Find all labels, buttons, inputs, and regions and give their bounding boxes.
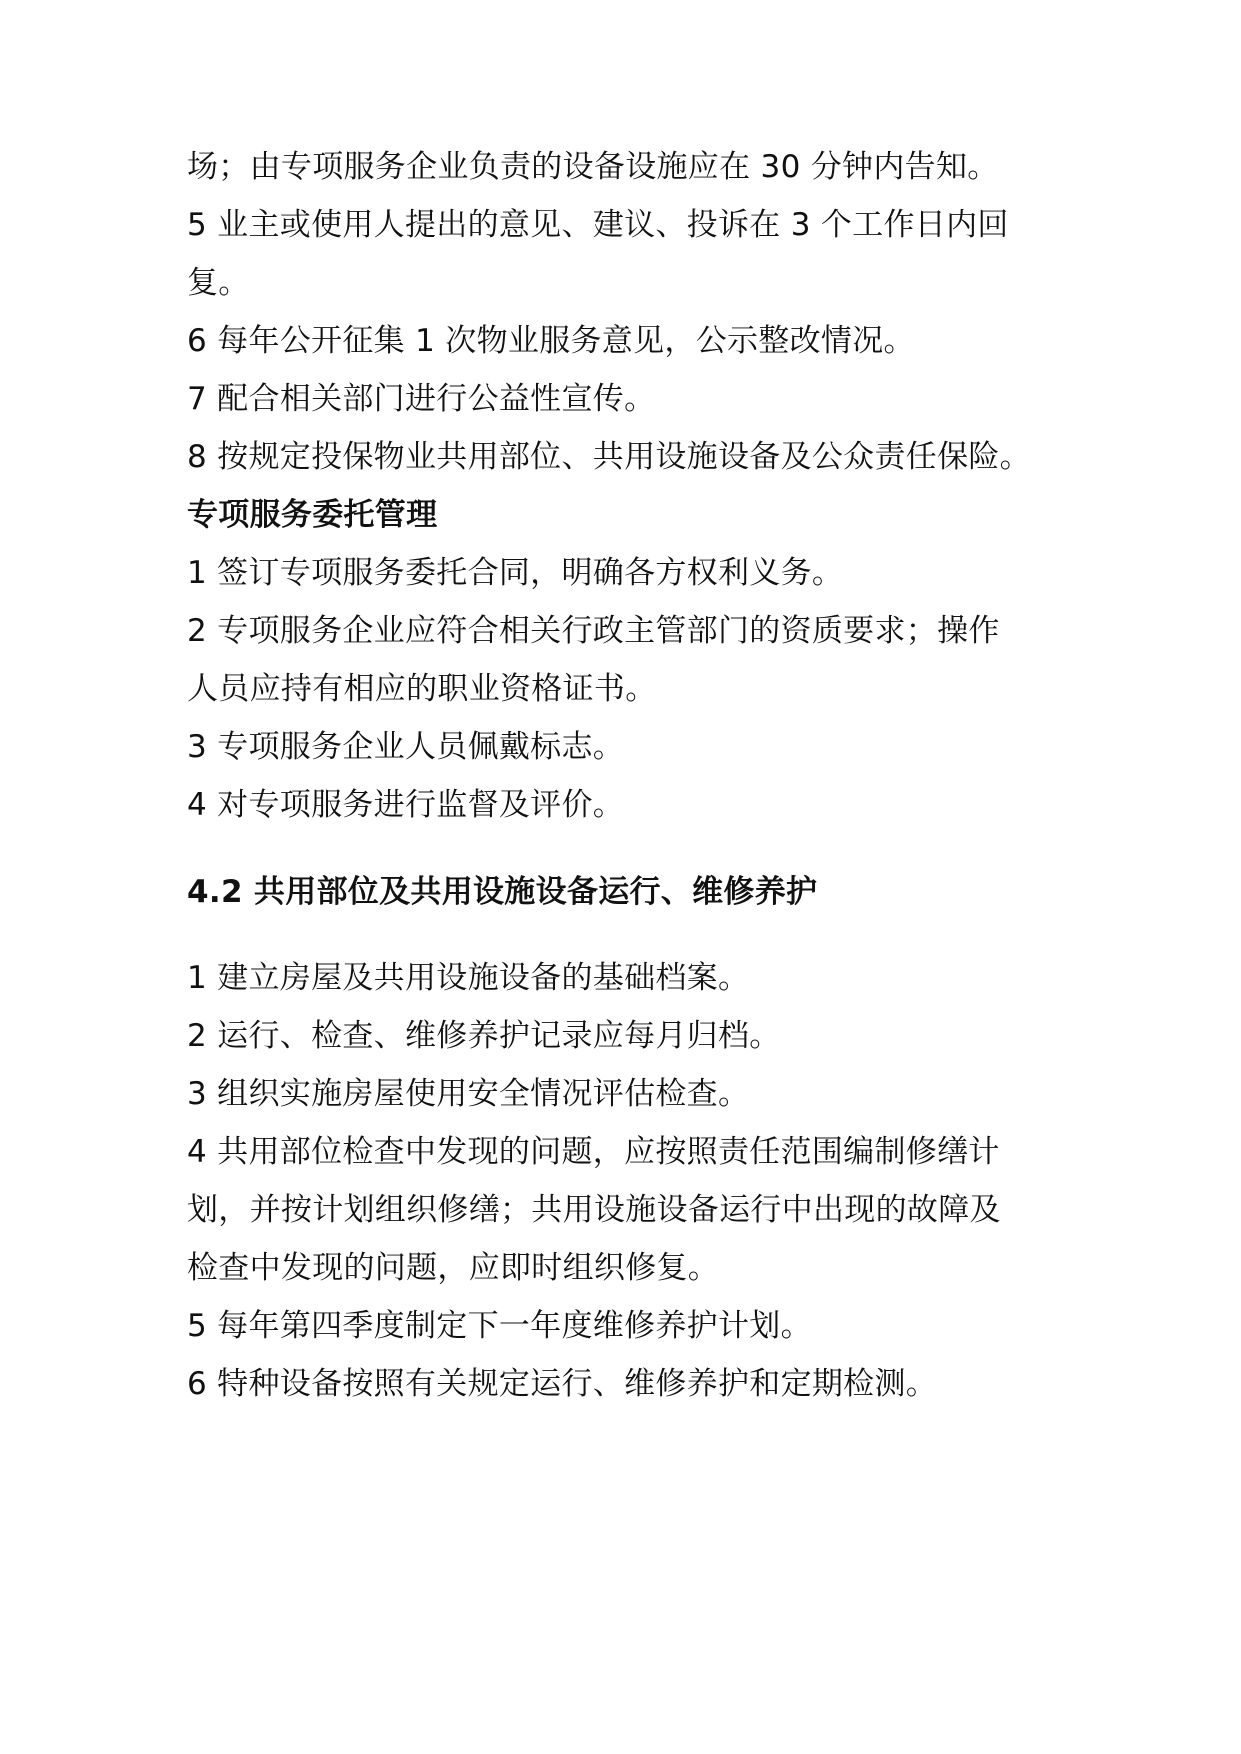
text-line: 划，并按计划组织修缮；共用设施设备运行中出现的故障及 [187,1192,1001,1228]
list-item: 5 业主或使用人提出的意见、建议、投诉在 3 个工作日内回 [187,207,1009,243]
text-line: 检查中发现的问题，应即时组织修复。 [187,1250,720,1286]
list-item: 1 签订专项服务委托合同，明确各方权利义务。 [187,555,844,591]
list-item: 4 共用部位检查中发现的问题，应按照责任范围编制修缮计 [187,1134,1000,1170]
list-item: 6 每年公开征集 1 次物业服务意见，公示整改情况。 [187,323,915,359]
text-line: 复。 [187,265,250,301]
list-item: 8 按规定投保物业共用部位、共用设施设备及公众责任保险。 [187,439,1031,475]
list-item: 7 配合相关部门进行公益性宣传。 [187,381,656,417]
list-item: 3 组织实施房屋使用安全情况评估检查。 [187,1076,750,1112]
list-item: 3 专项服务企业人员佩戴标志。 [187,729,625,765]
section-heading: 专项服务委托管理 [187,497,438,533]
list-item: 2 运行、检查、维修养护记录应每月归档。 [187,1018,781,1054]
text-line: 人员应持有相应的职业资格证书。 [187,671,657,707]
section-heading: 4.2 共用部位及共用设施设备运行、维修养护 [187,874,818,910]
list-item: 2 专项服务企业应符合相关行政主管部门的资质要求；操作 [187,613,1000,649]
text-line: 场；由专项服务企业负责的设备设施应在 30 分钟内告知。 [187,149,999,185]
list-item: 6 特种设备按照有关规定运行、维修养护和定期检测。 [187,1366,938,1402]
list-item: 1 建立房屋及共用设施设备的基础档案。 [187,960,750,996]
list-item: 4 对专项服务进行监督及评价。 [187,787,625,823]
list-item: 5 每年第四季度制定下一年度维修养护计划。 [187,1308,812,1344]
